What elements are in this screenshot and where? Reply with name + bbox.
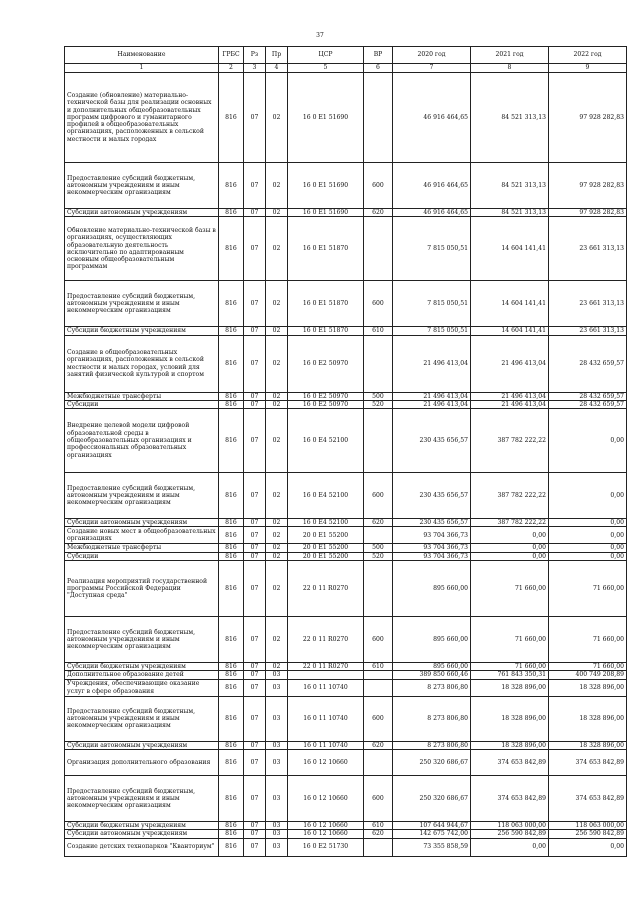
grbs-cell: 816 (219, 830, 244, 838)
pr-cell: 03 (266, 838, 288, 856)
table-row (65, 281, 627, 327)
csr-cell: 16 0 E1 51870 (288, 327, 364, 335)
amount-2022-cell: 256 590 842,89 (549, 830, 627, 838)
rz-cell: 07 (244, 519, 266, 527)
amount-2021-cell: 0,00 (471, 544, 549, 552)
pr-cell: 02 (266, 527, 288, 544)
row-name-cell: Предоставление субсидий бюджетным, автономным учреждениям и иным некоммерческим организациям (65, 163, 219, 209)
rz-cell: 07 (244, 73, 266, 163)
pr-cell: 02 (266, 544, 288, 552)
table-row (65, 217, 627, 281)
row-name-cell: Предоставление субсидий бюджетным, автономным учреждениям и иным некоммерческим организациям (65, 281, 219, 327)
amount-2020-cell: 21 496 413,04 (393, 335, 471, 392)
amount-2020-cell: 230 435 656,57 (393, 473, 471, 519)
table-row (65, 749, 627, 775)
vr-cell (364, 561, 393, 617)
row-name-cell: Обновление материально-технической базы в организациях, осуществляющих образовательную деятельность исключительно по адаптированным основным общеобразовательным программам (65, 217, 219, 281)
numbering-cell: 9 (549, 64, 627, 73)
csr-cell: 16 0 E4 52100 (288, 473, 364, 519)
grbs-cell: 816 (219, 217, 244, 281)
grbs-cell: 816 (219, 749, 244, 775)
amount-2021-cell: 18 328 896,00 (471, 696, 549, 741)
grbs-cell: 816 (219, 400, 244, 408)
pr-cell: 02 (266, 519, 288, 527)
csr-cell: 16 0 E1 51870 (288, 217, 364, 281)
grbs-cell: 816 (219, 838, 244, 856)
pr-cell: 02 (266, 473, 288, 519)
row-name-cell: Межбюджетные трансферты (65, 392, 219, 400)
csr-cell: 16 0 E4 52100 (288, 409, 364, 473)
vr-cell: 520 (364, 400, 393, 408)
numbering-row (65, 64, 627, 73)
row-name-cell: Предоставление субсидий бюджетным, автономным учреждениям и иным некоммерческим организациям (65, 775, 219, 821)
amount-2021-cell: 84 521 313,13 (471, 73, 549, 163)
row-name-cell: Внедрение целевой модели цифровой образовательной среды в общеобразовательных организациях и профессиональных образовательных организациях (65, 409, 219, 473)
amount-2020-cell: 7 815 050,51 (393, 281, 471, 327)
amount-2022-cell: 23 661 313,13 (549, 217, 627, 281)
amount-2021-cell: 0,00 (471, 527, 549, 544)
vr-cell (364, 671, 393, 679)
amount-2022-cell: 71 660,00 (549, 617, 627, 663)
grbs-cell: 816 (219, 544, 244, 552)
row-name-cell: Субсидии автономным учреждениям (65, 830, 219, 838)
amount-2020-cell: 93 704 366,73 (393, 552, 471, 560)
amount-2021-cell: 761 843 350,31 (471, 671, 549, 679)
vr-cell: 500 (364, 544, 393, 552)
rz-cell: 07 (244, 821, 266, 829)
pr-cell: 02 (266, 400, 288, 408)
amount-2021-cell: 0,00 (471, 552, 549, 560)
amount-2022-cell: 18 328 896,00 (549, 741, 627, 749)
vr-cell (364, 527, 393, 544)
grbs-cell: 816 (219, 821, 244, 829)
grbs-cell: 816 (219, 163, 244, 209)
amount-2022-cell: 374 653 842,89 (549, 775, 627, 821)
amount-2022-cell: 0,00 (549, 838, 627, 856)
pr-cell: 02 (266, 663, 288, 671)
table-row (65, 617, 627, 663)
csr-cell: 16 0 E1 51690 (288, 163, 364, 209)
rz-cell: 07 (244, 679, 266, 696)
row-name-cell: Субсидии (65, 552, 219, 560)
table-row (65, 775, 627, 821)
vr-cell: 520 (364, 552, 393, 560)
grbs-cell: 816 (219, 335, 244, 392)
rz-cell: 07 (244, 163, 266, 209)
rz-cell: 07 (244, 209, 266, 217)
header-cell-grbs: ГРБС (219, 47, 244, 64)
rz-cell: 07 (244, 696, 266, 741)
table-row (65, 335, 627, 392)
row-name-cell: Предоставление субсидий бюджетным, автономным учреждениям и иным некоммерческим организациям (65, 617, 219, 663)
grbs-cell: 816 (219, 671, 244, 679)
amount-2020-cell: 93 704 366,73 (393, 527, 471, 544)
vr-cell: 620 (364, 519, 393, 527)
table-row (65, 73, 627, 163)
pr-cell: 02 (266, 409, 288, 473)
amount-2021-cell: 374 653 842,89 (471, 749, 549, 775)
amount-2020-cell: 8 273 806,80 (393, 741, 471, 749)
numbering-cell: 4 (266, 64, 288, 73)
vr-cell: 610 (364, 663, 393, 671)
amount-2020-cell: 8 273 806,80 (393, 679, 471, 696)
vr-cell (364, 217, 393, 281)
amount-2022-cell: 0,00 (549, 544, 627, 552)
numbering-cell: 7 (393, 64, 471, 73)
row-name-cell: Организация дополнительного образования (65, 749, 219, 775)
vr-cell: 500 (364, 392, 393, 400)
table-row (65, 519, 627, 527)
amount-2021-cell: 71 660,00 (471, 663, 549, 671)
grbs-cell: 816 (219, 281, 244, 327)
csr-cell: 16 0 E2 51730 (288, 838, 364, 856)
rz-cell: 07 (244, 663, 266, 671)
amount-2021-cell: 18 328 896,00 (471, 741, 549, 749)
vr-cell (364, 335, 393, 392)
grbs-cell: 816 (219, 527, 244, 544)
vr-cell: 610 (364, 821, 393, 829)
rz-cell: 07 (244, 327, 266, 335)
rz-cell: 07 (244, 409, 266, 473)
pr-cell: 03 (266, 741, 288, 749)
csr-cell: 16 0 E1 51690 (288, 73, 364, 163)
rz-cell: 07 (244, 775, 266, 821)
amount-2022-cell: 28 432 659,57 (549, 335, 627, 392)
header-cell-vr: ВР (364, 47, 393, 64)
rz-cell: 07 (244, 671, 266, 679)
rz-cell: 07 (244, 838, 266, 856)
pr-cell: 02 (266, 552, 288, 560)
amount-2020-cell: 895 660,00 (393, 617, 471, 663)
grbs-cell: 816 (219, 473, 244, 519)
amount-2022-cell: 28 432 659,57 (549, 400, 627, 408)
amount-2022-cell: 71 660,00 (549, 663, 627, 671)
vr-cell: 600 (364, 696, 393, 741)
csr-cell: 16 0 E2 50970 (288, 335, 364, 392)
amount-2021-cell: 71 660,00 (471, 561, 549, 617)
pr-cell: 02 (266, 217, 288, 281)
vr-cell: 620 (364, 741, 393, 749)
vr-cell: 620 (364, 830, 393, 838)
csr-cell: 16 0 12 10660 (288, 775, 364, 821)
grbs-cell: 816 (219, 209, 244, 217)
row-name-cell: Дополнительное образование детей (65, 671, 219, 679)
table-row (65, 552, 627, 560)
table-row (65, 544, 627, 552)
rz-cell: 07 (244, 335, 266, 392)
numbering-cell: 2 (219, 64, 244, 73)
csr-cell: 16 0 11 10740 (288, 741, 364, 749)
table-row (65, 327, 627, 335)
row-name-cell: Субсидии (65, 400, 219, 408)
row-name-cell: Учреждения, обеспечивающие оказание услуг в сфере образования (65, 679, 219, 696)
csr-cell: 22 0 11 R0270 (288, 617, 364, 663)
header-cell-pr: Пр (266, 47, 288, 64)
amount-2020-cell: 21 496 413,04 (393, 392, 471, 400)
header-cell-2022: 2022 год (549, 47, 627, 64)
amount-2020-cell: 7 815 050,51 (393, 217, 471, 281)
table-row (65, 663, 627, 671)
csr-cell: 16 0 E4 52100 (288, 519, 364, 527)
rz-cell: 07 (244, 617, 266, 663)
table-row (65, 696, 627, 741)
amount-2020-cell: 389 850 660,46 (393, 671, 471, 679)
vr-cell (364, 838, 393, 856)
amount-2020-cell: 46 916 464,65 (393, 209, 471, 217)
row-name-cell: Субсидии бюджетным учреждениям (65, 821, 219, 829)
rz-cell: 07 (244, 281, 266, 327)
pr-cell: 03 (266, 749, 288, 775)
amount-2020-cell: 73 355 858,59 (393, 838, 471, 856)
row-name-cell: Создание новых мест в общеобразовательных организациях (65, 527, 219, 544)
table-row (65, 821, 627, 829)
amount-2022-cell: 28 432 659,57 (549, 392, 627, 400)
amount-2021-cell: 118 063 000,00 (471, 821, 549, 829)
pr-cell: 02 (266, 561, 288, 617)
csr-cell: 20 0 E1 55200 (288, 552, 364, 560)
row-name-cell: Создание детских технопарков "Кванториум" (65, 838, 219, 856)
numbering-cell: 5 (288, 64, 364, 73)
amount-2022-cell: 374 653 842,89 (549, 749, 627, 775)
table-row (65, 830, 627, 838)
grbs-cell: 816 (219, 552, 244, 560)
amount-2021-cell: 387 782 222,22 (471, 473, 549, 519)
row-name-cell: Межбюджетные трансферты (65, 544, 219, 552)
rz-cell: 07 (244, 561, 266, 617)
amount-2021-cell: 14 604 141,41 (471, 327, 549, 335)
amount-2021-cell: 256 590 842,89 (471, 830, 549, 838)
row-name-cell: Предоставление субсидий бюджетным, автономным учреждениям и иным некоммерческим организациям (65, 473, 219, 519)
amount-2021-cell: 18 328 896,00 (471, 679, 549, 696)
table-body (65, 47, 627, 857)
row-name-cell: Предоставление субсидий бюджетным, автономным учреждениям и иным некоммерческим организациям (65, 696, 219, 741)
amount-2020-cell: 250 320 686,67 (393, 775, 471, 821)
amount-2020-cell: 230 435 656,57 (393, 409, 471, 473)
table-row (65, 392, 627, 400)
vr-cell (364, 749, 393, 775)
vr-cell (364, 409, 393, 473)
pr-cell: 02 (266, 617, 288, 663)
header-cell-2021: 2021 год (471, 47, 549, 64)
pr-cell: 03 (266, 696, 288, 741)
amount-2020-cell: 7 815 050,51 (393, 327, 471, 335)
csr-cell: 16 0 12 10660 (288, 830, 364, 838)
header-cell-csr: ЦСР (288, 47, 364, 64)
amount-2021-cell: 387 782 222,22 (471, 409, 549, 473)
pr-cell: 03 (266, 830, 288, 838)
amount-2022-cell: 0,00 (549, 473, 627, 519)
csr-cell (288, 671, 364, 679)
grbs-cell: 816 (219, 696, 244, 741)
grbs-cell: 816 (219, 327, 244, 335)
amount-2021-cell: 21 496 413,04 (471, 392, 549, 400)
csr-cell: 16 0 E2 50970 (288, 392, 364, 400)
vr-cell: 600 (364, 473, 393, 519)
amount-2022-cell: 97 928 282,83 (549, 73, 627, 163)
vr-cell: 600 (364, 163, 393, 209)
pr-cell: 02 (266, 281, 288, 327)
grbs-cell: 816 (219, 617, 244, 663)
grbs-cell: 816 (219, 392, 244, 400)
amount-2020-cell: 21 496 413,04 (393, 400, 471, 408)
rz-cell: 07 (244, 741, 266, 749)
csr-cell: 16 0 E1 51870 (288, 281, 364, 327)
pr-cell: 02 (266, 327, 288, 335)
amount-2022-cell: 0,00 (549, 527, 627, 544)
rz-cell: 07 (244, 527, 266, 544)
budget-table (64, 46, 627, 857)
amount-2021-cell: 21 496 413,04 (471, 400, 549, 408)
amount-2020-cell: 46 916 464,65 (393, 163, 471, 209)
amount-2021-cell: 0,00 (471, 838, 549, 856)
row-name-cell: Реализация мероприятий государственной программы Российской Федерации "Доступная среда" (65, 561, 219, 617)
amount-2021-cell: 84 521 313,13 (471, 163, 549, 209)
csr-cell: 20 0 E1 55200 (288, 544, 364, 552)
pr-cell: 02 (266, 392, 288, 400)
pr-cell: 03 (266, 671, 288, 679)
vr-cell: 600 (364, 617, 393, 663)
pr-cell: 03 (266, 775, 288, 821)
amount-2021-cell: 14 604 141,41 (471, 217, 549, 281)
amount-2020-cell: 93 704 366,73 (393, 544, 471, 552)
header-cell-rz: Рз (244, 47, 266, 64)
amount-2021-cell: 387 782 222,22 (471, 519, 549, 527)
table-row (65, 473, 627, 519)
csr-cell: 22 0 11 R0270 (288, 663, 364, 671)
pr-cell: 02 (266, 73, 288, 163)
grbs-cell: 816 (219, 663, 244, 671)
amount-2022-cell: 0,00 (549, 409, 627, 473)
rz-cell: 07 (244, 552, 266, 560)
numbering-cell: 3 (244, 64, 266, 73)
grbs-cell: 816 (219, 519, 244, 527)
amount-2022-cell: 23 661 313,13 (549, 327, 627, 335)
csr-cell: 16 0 11 10740 (288, 696, 364, 741)
amount-2021-cell: 374 653 842,89 (471, 775, 549, 821)
table-row (65, 163, 627, 209)
grbs-cell: 816 (219, 561, 244, 617)
amount-2022-cell: 118 063 000,00 (549, 821, 627, 829)
row-name-cell: Создание (обновление) материально-технической базы для реализации основных и дополнительных общеобразовательных программ цифрового и гуманитарного профилей в общеобразовательных организациях, расположенных в сельской местности и малых городах (65, 73, 219, 163)
amount-2022-cell: 400 749 208,89 (549, 671, 627, 679)
grbs-cell: 816 (219, 73, 244, 163)
header-cell-2020: 2020 год (393, 47, 471, 64)
amount-2022-cell: 23 661 313,13 (549, 281, 627, 327)
rz-cell: 07 (244, 217, 266, 281)
csr-cell: 16 0 12 10660 (288, 749, 364, 775)
amount-2022-cell: 0,00 (549, 552, 627, 560)
table-row (65, 527, 627, 544)
vr-cell: 610 (364, 327, 393, 335)
amount-2020-cell: 142 675 742,00 (393, 830, 471, 838)
grbs-cell: 816 (219, 409, 244, 473)
table-row (65, 561, 627, 617)
table-row (65, 400, 627, 408)
amount-2020-cell: 107 644 944,67 (393, 821, 471, 829)
vr-cell: 600 (364, 281, 393, 327)
header-cell-name: Наименование (65, 47, 219, 64)
rz-cell: 07 (244, 830, 266, 838)
amount-2020-cell: 250 320 686,67 (393, 749, 471, 775)
row-name-cell: Субсидии бюджетным учреждениям (65, 327, 219, 335)
vr-cell (364, 679, 393, 696)
grbs-cell: 816 (219, 775, 244, 821)
csr-cell: 16 0 E1 51690 (288, 209, 364, 217)
grbs-cell: 816 (219, 741, 244, 749)
grbs-cell: 816 (219, 679, 244, 696)
row-name-cell: Субсидии бюджетным учреждениям (65, 663, 219, 671)
pr-cell: 03 (266, 679, 288, 696)
amount-2021-cell: 71 660,00 (471, 617, 549, 663)
csr-cell: 20 0 E1 55200 (288, 527, 364, 544)
pr-cell: 02 (266, 163, 288, 209)
csr-cell: 16 0 E2 50970 (288, 400, 364, 408)
amount-2020-cell: 46 916 464,65 (393, 73, 471, 163)
row-name-cell: Субсидии автономным учреждениям (65, 209, 219, 217)
amount-2022-cell: 18 328 896,00 (549, 696, 627, 741)
amount-2020-cell: 895 660,00 (393, 561, 471, 617)
pr-cell: 02 (266, 209, 288, 217)
numbering-cell: 6 (364, 64, 393, 73)
csr-cell: 22 0 11 R0270 (288, 561, 364, 617)
amount-2021-cell: 14 604 141,41 (471, 281, 549, 327)
table-row (65, 409, 627, 473)
amount-2020-cell: 230 435 656,57 (393, 519, 471, 527)
row-name-cell: Создание в общеобразовательных организациях, расположенных в сельской местности и малых городах, условий для занятий физической культурой и спортом (65, 335, 219, 392)
page-number: 37 (316, 32, 324, 39)
amount-2021-cell: 21 496 413,04 (471, 335, 549, 392)
vr-cell: 600 (364, 775, 393, 821)
table-row (65, 671, 627, 679)
numbering-cell: 8 (471, 64, 549, 73)
amount-2022-cell: 18 328 896,00 (549, 679, 627, 696)
amount-2022-cell: 97 928 282,83 (549, 209, 627, 217)
amount-2022-cell: 71 660,00 (549, 561, 627, 617)
rz-cell: 07 (244, 400, 266, 408)
rz-cell: 07 (244, 392, 266, 400)
amount-2022-cell: 97 928 282,83 (549, 163, 627, 209)
row-name-cell: Субсидии автономным учреждениям (65, 519, 219, 527)
amount-2020-cell: 8 273 806,80 (393, 696, 471, 741)
rz-cell: 07 (244, 544, 266, 552)
rz-cell: 07 (244, 749, 266, 775)
vr-cell: 620 (364, 209, 393, 217)
csr-cell: 16 0 12 10660 (288, 821, 364, 829)
numbering-cell: 1 (65, 64, 219, 73)
table-row (65, 838, 627, 856)
amount-2022-cell: 0,00 (549, 519, 627, 527)
amount-2020-cell: 895 660,00 (393, 663, 471, 671)
row-name-cell: Субсидии автономным учреждениям (65, 741, 219, 749)
header-row (65, 47, 627, 64)
pr-cell: 02 (266, 335, 288, 392)
amount-2021-cell: 84 521 313,13 (471, 209, 549, 217)
csr-cell: 16 0 11 10740 (288, 679, 364, 696)
table-row (65, 679, 627, 696)
rz-cell: 07 (244, 473, 266, 519)
table-row (65, 741, 627, 749)
vr-cell (364, 73, 393, 163)
table-row (65, 209, 627, 217)
pr-cell: 03 (266, 821, 288, 829)
